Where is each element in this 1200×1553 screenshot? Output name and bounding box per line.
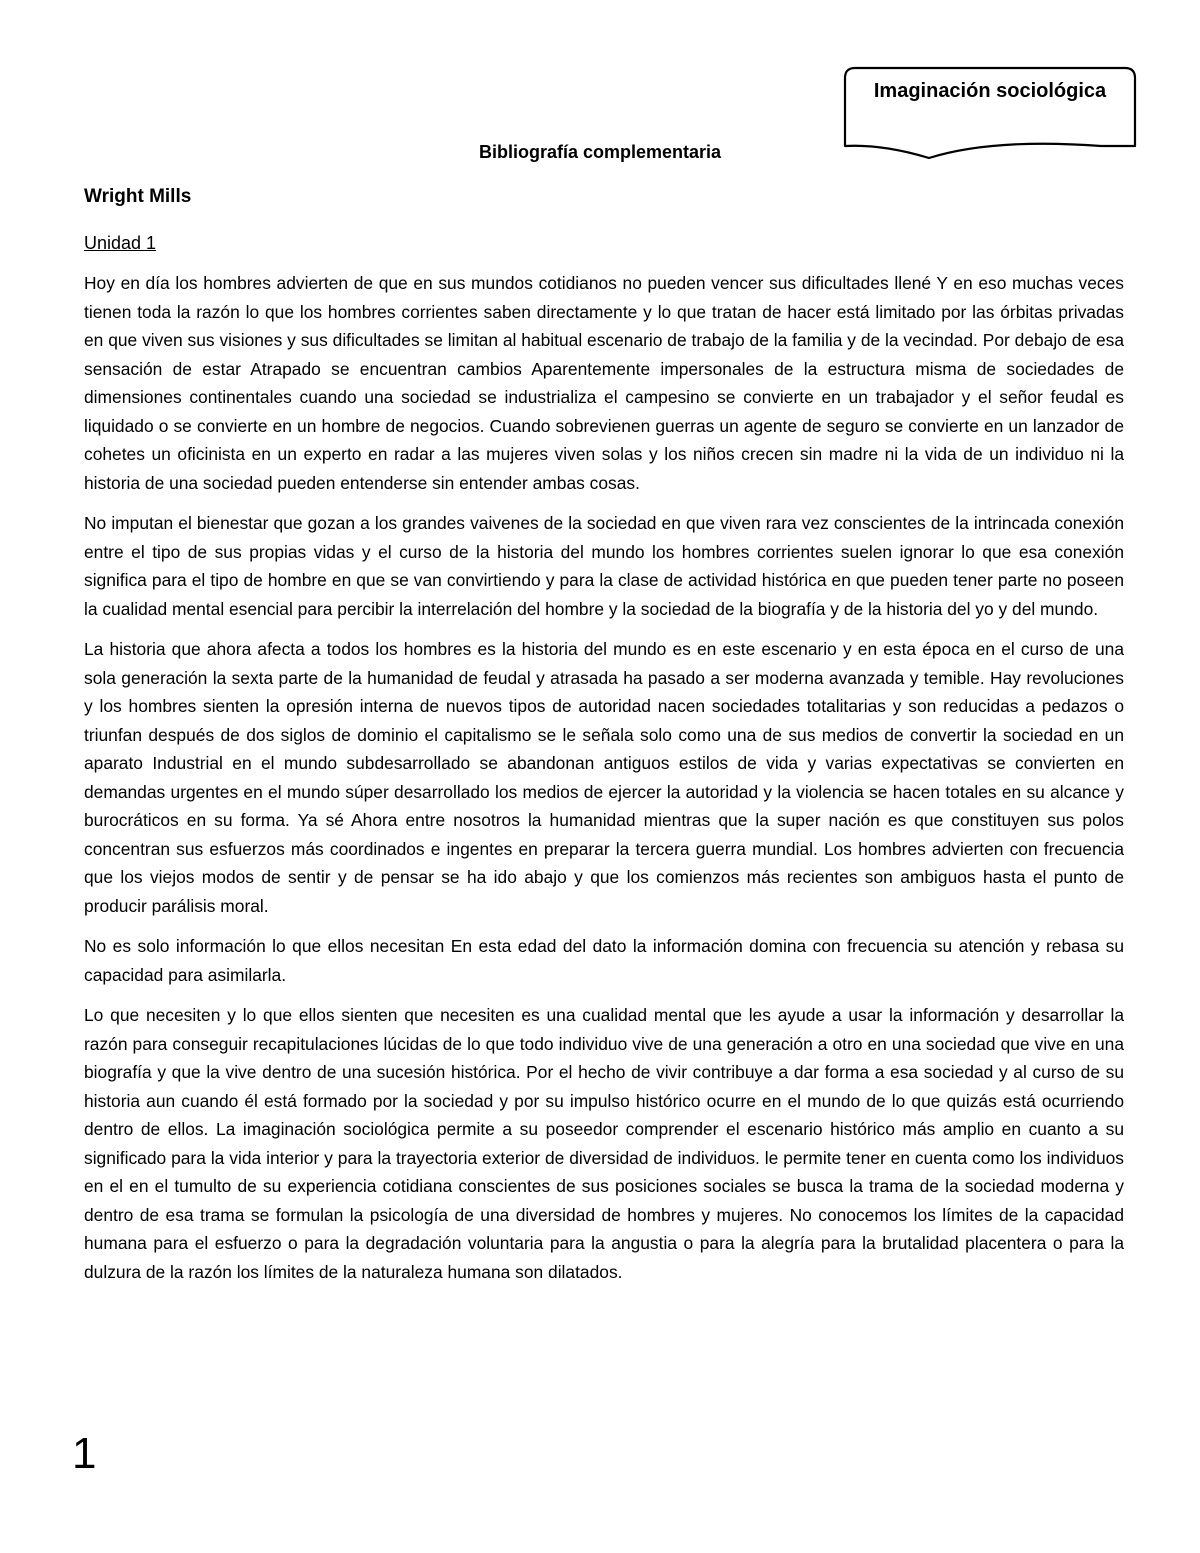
paragraph: No imputan el bienestar que gozan a los grandes vaivenes de la sociedad en que viven rara vez conscientes de la intrincada conexión entre el tipo de sus propias vidas y el curso de la historia del mundo los hombres corrientes suelen ignorar lo que esa conexión significa para el tipo de hombre en que se van convirtiendo y para la clase de actividad histórica en que pueden tener parte no poseen la cualidad mental esencial para percibir la interrelación del hombre y la sociedad de la biografía y de la historia del yo y del mundo. — [84, 513, 1124, 619]
paragraph: La historia que ahora afecta a todos los hombres es la historia del mundo es en este escenario y en esta época en el curso de una sola generación la sexta parte de la humanidad de feudal y atrasada ha pasado a ser moderna avanzada y temible. Hay revoluciones y los hombres sienten la opresión interna de nuevos tipos de autoridad nacen sociedades totalitarias y son reducidas a pedazos o triunfan después de dos siglos de dominio el capitalismo se le señala solo como una de sus medios de convertir la sociedad en un aparato Industrial en el mundo subdesarrollado se abandonan antiguos estilos de vida y varias expectativas se convierten en demandas urgentes en el mundo súper desarrollado los medios de ejercer la autoridad y la violencia se hacen totales en su alcance y burocráticos en su forma. Ya sé Ahora entre nosotros la humanidad mientras que la super nación es que constituyen sus polos concentran sus esfuerzos más coordinados e ingentes en preparar la tercera guerra mundial. Los hombres advierten con frecuencia que los viejos modos de sentir y de pensar se ha ido abajo y que los comienzos más recientes son ambiguos hasta el punto de producir parálisis moral. — [84, 639, 1124, 916]
paragraph: No es solo información lo que ellos necesitan En esta edad del dato la información domina con frecuencia su atención y rebasa su capacidad para asimilarla. — [84, 936, 1124, 985]
page-number: 1 — [72, 1429, 97, 1478]
body-text — [84, 269, 1124, 1298]
document-title: Bibliografía complementaria — [478, 142, 722, 162]
paragraph: Lo que necesiten y lo que ellos sienten que necesiten es una cualidad mental que les ayude a usar la información y desarrollar la razón para conseguir recapitulaciones lúcidas de lo que todo individuo vive de una generación a otro en una sociedad que vive en una biografía y que la vive dentro de una sucesión histórica. Por el hecho de vivir contribuye a dar forma a esa sociedad y al curso de su historia aun cuando él está formado por la sociedad y por su impulso histórico ocurre en el mundo de lo que quizás está ocurriendo dentro de ellos. La imaginación sociológica permite a su poseedor comprender el escenario histórico más amplio en cuanto a su significado para la vida interior y para la trayectoria exterior de diversidad de individuos. le permite tener en cuenta como los individuos en el en el tumulto de su experiencia cotidiana conscientes de sus posiciones sociales se busca la trama de la sociedad moderna y dentro de esa trama se formulan la psicología de una diversidad de hombres y mujeres. No conocemos los límites de la capacidad humana para el esfuerzo o para la degradación voluntaria para la angustia o para la alegría para la brutalidad placentera o para la dulzura de la razón los límites de la naturaleza humana son dilatados. — [84, 1005, 1124, 1282]
unit-heading: Unidad 1 — [84, 233, 157, 253]
paragraph: Hoy en día los hombres advierten de que en sus mundos cotidianos no pueden vencer sus dificultades llené Y en eso muchas veces tienen toda la razón lo que los hombres corrientes saben directamente y lo que tratan de hacer está limitado por las órbitas privadas en que viven sus visiones y sus dificultades se limitan al habitual escenario de trabajo de la familia y de la vecindad. Por debajo de esa sensación de estar Atrapado se encuentran cambios Aparentemente impersonales de la estructura misma de sociedades de dimensiones continentales cuando una sociedad se industrializa el campesino se convierte en un trabajador y el señor feudal es liquidado o se convierte en un hombre de negocios. Cuando sobrevienen guerras un agente de seguro se convierte en un lanzador de cohetes un oficinista en un experto en radar a las mujeres viven solas y los niños crecen sin madre ni la vida de un individuo ni la historia de una sociedad pueden entenderse sin entender ambas cosas. — [84, 273, 1124, 493]
author-name: Wright Mills — [84, 186, 192, 207]
callout-label: Imaginación sociológica — [873, 80, 1107, 102]
